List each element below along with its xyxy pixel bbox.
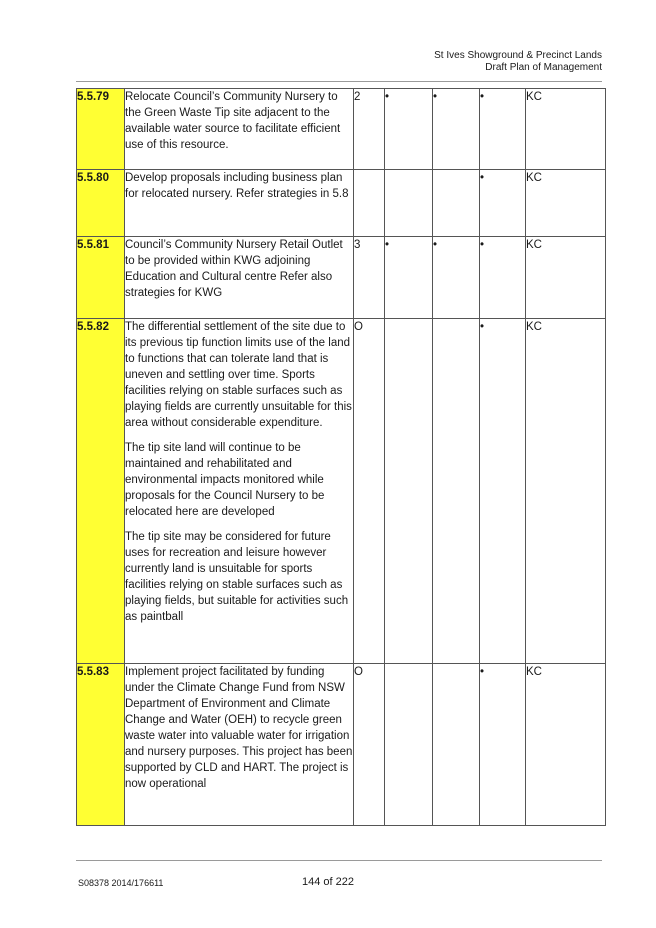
responsibility-cell: KC xyxy=(526,319,606,664)
table-row xyxy=(77,170,606,237)
description-paragraph: Develop proposals including business plan for relocated nursery. Refer strategies in 5.8 xyxy=(125,172,349,200)
timing-cell-3: • xyxy=(480,664,526,826)
strategy-description xyxy=(125,89,354,170)
table-row xyxy=(77,664,606,826)
page-header xyxy=(434,50,602,74)
header-title: St Ives Showground & Precinct Lands xyxy=(434,50,602,61)
strategy-ref: 5.5.81 xyxy=(77,237,125,319)
timing-cell-2 xyxy=(433,664,480,826)
timing-cell-3: • xyxy=(480,170,526,237)
table-row xyxy=(77,319,606,664)
description-paragraph: Relocate Council’s Community Nursery to the Green Waste Tip site adjacent to the available water source to facilitate efficient use of this resource. xyxy=(125,91,341,151)
strategy-description xyxy=(125,319,354,664)
description-paragraph: Council’s Community Nursery Retail Outlet to be provided within KWG adjoining Education and Cultural centre Refer also strategies for KWG xyxy=(125,239,343,299)
timing-cell-1 xyxy=(385,664,433,826)
strategy-table xyxy=(76,88,606,826)
timing-cell-1: • xyxy=(385,89,433,170)
timing-cell-3: • xyxy=(480,89,526,170)
timing-cell-3: • xyxy=(480,319,526,664)
footer-divider xyxy=(76,860,602,861)
responsibility-cell: KC xyxy=(526,170,606,237)
priority-cell xyxy=(354,170,385,237)
priority-cell: O xyxy=(354,319,385,664)
timing-cell-2: • xyxy=(433,89,480,170)
footer-doc-ref: S08378 2014/176611 xyxy=(78,878,164,888)
page-number: 144 of 222 xyxy=(302,876,354,888)
strategy-ref: 5.5.79 xyxy=(77,89,125,170)
description-paragraph: The differential settlement of the site due to its previous tip function limits use of the land to functions that can tolerate land that is uneven and settling over time. Sports facilities relying on stable surfaces such as playing fields are currently unsuitable for this area without considerable expenditure. xyxy=(125,321,352,429)
responsibility-cell: KC xyxy=(526,237,606,319)
timing-cell-3: • xyxy=(480,237,526,319)
priority-cell: O xyxy=(354,664,385,826)
strategy-ref: 5.5.83 xyxy=(77,664,125,826)
strategy-description xyxy=(125,237,354,319)
description-paragraph: Implement project facilitated by funding under the Climate Change Fund from NSW Department of Environment and Climate Change and Water (OEH) to recycle green waste water into valuable water for irrigation and nursery purposes. This project has been supported by CLD and HART. The project is now operational xyxy=(125,666,353,790)
timing-cell-1: • xyxy=(385,237,433,319)
description-paragraph: The tip site may be considered for future uses for recreation and leisure however currently land is unsuitable for sports facilities relying on stable surfaces such as playing fields, but suitable for activities such as paintball xyxy=(125,531,349,623)
responsibility-cell: KC xyxy=(526,664,606,826)
strategy-description xyxy=(125,170,354,237)
timing-cell-2: • xyxy=(433,237,480,319)
table-row xyxy=(77,237,606,319)
strategy-ref: 5.5.82 xyxy=(77,319,125,664)
timing-cell-1 xyxy=(385,319,433,664)
timing-cell-1 xyxy=(385,170,433,237)
header-subtitle: Draft Plan of Management xyxy=(485,62,602,73)
strategy-ref: 5.5.80 xyxy=(77,170,125,237)
description-paragraph: The tip site land will continue to be maintained and rehabilitated and environmental impacts monitored while proposals for the Council Nursery to be relocated here are developed xyxy=(125,442,325,518)
header-divider xyxy=(76,81,602,82)
strategy-description xyxy=(125,664,354,826)
timing-cell-2 xyxy=(433,170,480,237)
responsibility-cell: KC xyxy=(526,89,606,170)
table-row xyxy=(77,89,606,170)
priority-cell: 3 xyxy=(354,237,385,319)
timing-cell-2 xyxy=(433,319,480,664)
priority-cell: 2 xyxy=(354,89,385,170)
